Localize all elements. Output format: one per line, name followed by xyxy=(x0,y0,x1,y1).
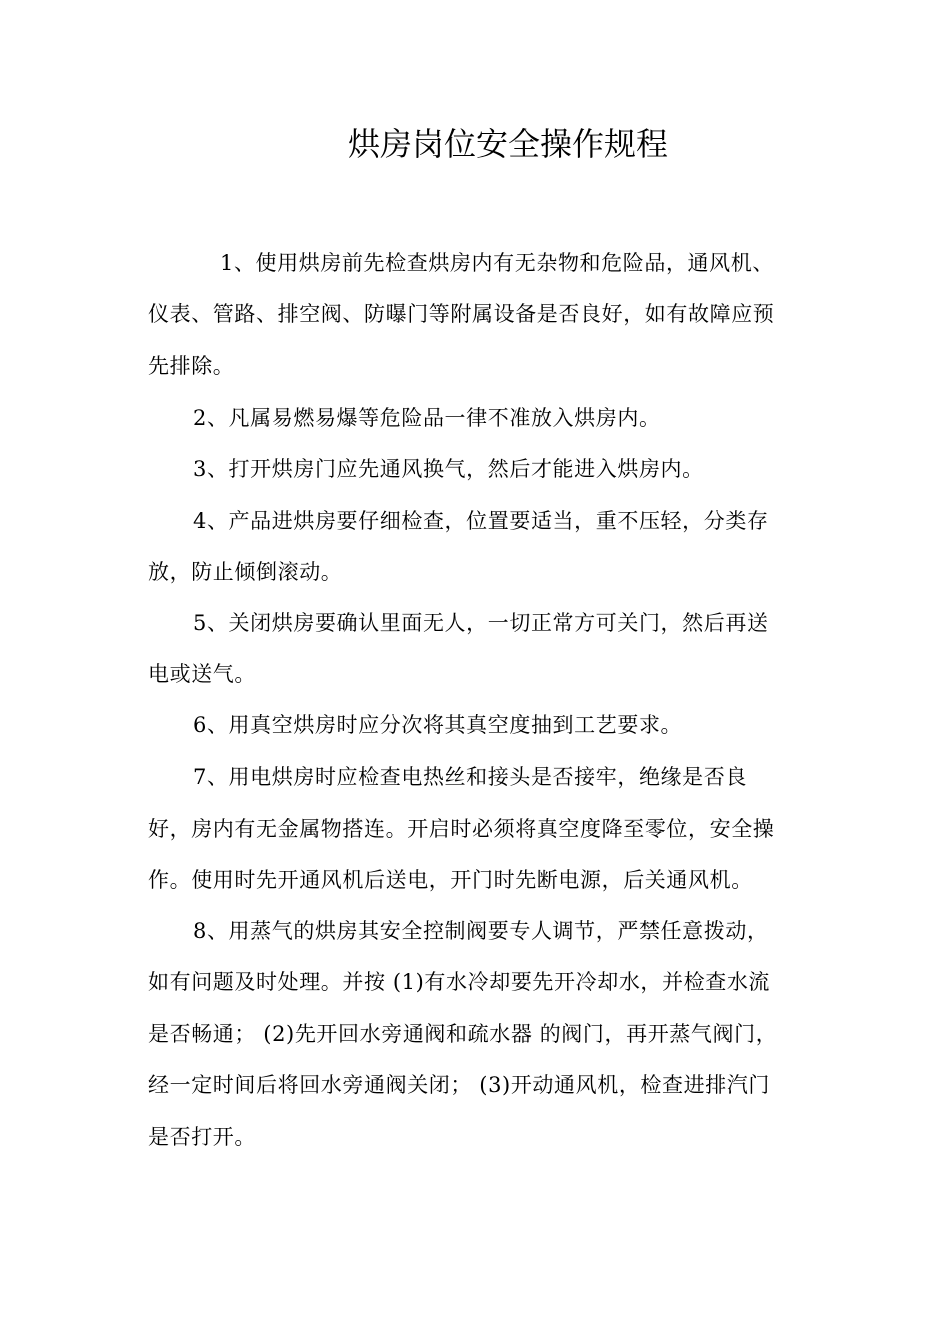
paragraph-5-line-2: 电或送气。 xyxy=(148,662,256,686)
paragraph-4-line-1: 4、产品进烘房要仔细检查，位置要适当，重不压轻，分类存 xyxy=(193,509,769,533)
paragraph-8-line-1: 8、用蒸气的烘房其安全控制阀要专人调节，严禁任意拨动， xyxy=(193,919,769,943)
paragraph-1-line-3: 先排除。 xyxy=(148,354,235,378)
paragraph-7-line-3: 作。使用时先开通风机后送电，开门时先断电源，后关通风机。 xyxy=(148,868,753,892)
paragraph-4-line-2: 放，防止倾倒滚动。 xyxy=(148,560,343,584)
paragraph-1-line-1: 1、使用烘房前先检查烘房内有无杂物和危险品，通风机、 xyxy=(220,251,774,275)
paragraph-7-line-1: 7、用电烘房时应检查电热丝和接头是否接牢，绝缘是否良 xyxy=(193,765,747,789)
paragraph-3-line-1: 3、打开烘房门应先通风换气，然后才能进入烘房内。 xyxy=(193,457,704,481)
paragraph-2-line-1: 2、凡属易燃易爆等危险品一律不准放入烘房内。 xyxy=(193,406,661,430)
paragraph-8-line-3: 是否畅通； (2)先开回水旁通阀和疏水器 的阀门，再开蒸气阀门， xyxy=(148,1022,778,1046)
paragraph-1-line-2: 仪表、管路、排空阀、防曝门等附属设备是否良好，如有故障应预 xyxy=(148,302,775,326)
paragraph-8-line-2: 如有问题及时处理。并按 (1)有水冷却要先开冷却水，并检查水流 xyxy=(148,970,771,994)
paragraph-7-line-2: 好，房内有无金属物搭连。开启时必须将真空度降至零位，安全操 xyxy=(148,817,775,841)
paragraph-6-line-1: 6、用真空烘房时应分次将其真空度抽到工艺要求。 xyxy=(193,713,683,737)
paragraph-8-line-5: 是否打开。 xyxy=(148,1125,256,1149)
paragraph-5-line-1: 5、关闭烘房要确认里面无人，一切正常方可关门，然后再送 xyxy=(193,611,769,635)
paragraph-8-line-4: 经一定时间后将回水旁通阀关闭； (3)开动通风机，检查进排汽门 xyxy=(148,1073,771,1097)
document-title: 烘房岗位安全操作规程 xyxy=(347,125,668,163)
